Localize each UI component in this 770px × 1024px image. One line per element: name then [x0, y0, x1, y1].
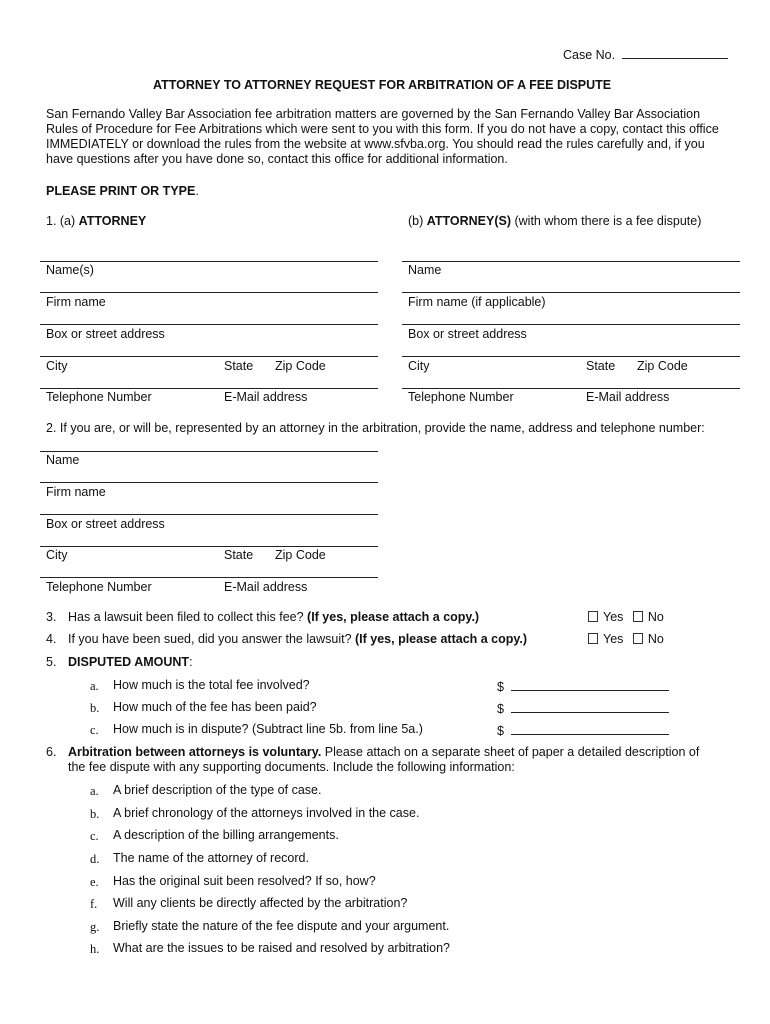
section-1a-heading [46, 214, 146, 229]
section-1a-prefix: 1. (a) [46, 214, 79, 228]
q4-no-checkbox[interactable] [633, 633, 643, 644]
q4-yes-checkbox[interactable] [588, 633, 598, 644]
q3-question: Has a lawsuit been filed to collect this fee? [68, 610, 308, 624]
rep-name-line[interactable] [40, 451, 378, 452]
rep-address-label: Box or street address [46, 517, 165, 531]
q3-yes-label: Yes [603, 610, 624, 624]
q5b-amount-line[interactable] [511, 700, 669, 713]
q5c-amount-line[interactable] [511, 722, 669, 735]
q6c-text: A description of the billing arrangements. [113, 828, 339, 842]
print-or-type-label: PLEASE PRINT OR TYPE [46, 184, 196, 198]
q5b-amount-field[interactable] [497, 700, 669, 717]
q6-number: 6. [46, 745, 57, 759]
q6-voluntary-note: Arbitration between attorneys is voluntary. [68, 745, 322, 759]
section-1a-label: ATTORNEY [78, 214, 147, 228]
attorney-names-line[interactable] [40, 261, 378, 262]
rep-address-line[interactable] [40, 514, 378, 515]
q4-options [588, 632, 666, 647]
opposing-name-label: Name [408, 263, 442, 277]
q5-number: 5. [46, 655, 57, 669]
opposing-phone-line[interactable] [402, 388, 740, 389]
print-or-type-period: . [195, 184, 199, 198]
opposing-zip-label: Zip Code [637, 359, 688, 373]
q6a-text: A brief description of the type of case. [113, 783, 322, 797]
opposing-city-line[interactable] [402, 356, 740, 357]
q6g-text: Briefly state the nature of the fee dispute and your argument. [113, 919, 450, 933]
section-1b-label: ATTORNEY(S) [426, 214, 512, 228]
opposing-name-line[interactable] [402, 261, 740, 262]
q4-question: If you have been sued, did you answer the lawsuit? [68, 632, 355, 646]
q6c-letter: c. [90, 829, 99, 843]
rep-zip-label: Zip Code [275, 548, 326, 562]
q3-options [588, 610, 666, 625]
opposing-email-label: E-Mail address [586, 390, 670, 404]
q3-no-label: No [647, 610, 664, 624]
section-1b-heading [408, 214, 701, 229]
q6e-letter: e. [90, 875, 99, 889]
attorney-phone-label: Telephone Number [46, 390, 152, 404]
q3-attach-note: (If yes, please attach a copy.) [307, 610, 480, 624]
attorney-address-line[interactable] [40, 324, 378, 325]
attorney-zip-label: Zip Code [275, 359, 326, 373]
q4-yes-label: Yes [603, 632, 624, 646]
intro-paragraph: San Fernando Valley Bar Association fee arbitration matters are governed by the San Fernando Valley Bar Association Rules of Procedure for Fee Arbitrations which were sent to you with this form. If you do not have a copy, contact this office IMMEDIATELY or download the rules from the website at www.sfvba.org. You should read the rules carefully and, if you have questions after you have done so, contact this office for additional information. [46, 107, 719, 166]
form-title: ATTORNEY TO ATTORNEY REQUEST FOR ARBITRATION OF A FEE DISPUTE [153, 78, 612, 92]
rep-firm-line[interactable] [40, 482, 378, 483]
opposing-address-line[interactable] [402, 324, 740, 325]
section-2-question: 2. If you are, or will be, represented by an attorney in the arbitration, provide the name, address and telephone number: [46, 421, 705, 435]
attorney-city-label: City [46, 359, 68, 373]
q4-yes-option[interactable] [588, 632, 623, 647]
q3-text [68, 610, 479, 625]
q3-number: 3. [46, 610, 57, 624]
attorney-city-line[interactable] [40, 356, 378, 357]
opposing-state-label: State [586, 359, 616, 373]
q4-no-option[interactable] [633, 632, 664, 647]
rep-phone-label: Telephone Number [46, 580, 152, 594]
rep-city-line[interactable] [40, 546, 378, 547]
case-number-line[interactable] [622, 46, 728, 59]
rep-email-label: E-Mail address [224, 580, 308, 594]
attorney-address-label: Box or street address [46, 327, 165, 341]
q6a-letter: a. [90, 784, 99, 798]
q5a-text: How much is the total fee involved? [113, 678, 310, 692]
attorney-state-label: State [224, 359, 254, 373]
q6-instruction-2: the fee dispute with any supporting documents. Include the following information: [68, 760, 515, 774]
q6h-letter: h. [90, 942, 100, 956]
rep-phone-line[interactable] [40, 577, 378, 578]
opposing-phone-label: Telephone Number [408, 390, 514, 404]
rep-city-label: City [46, 548, 68, 562]
q6d-text: The name of the attorney of record. [113, 851, 309, 865]
q4-number: 4. [46, 632, 57, 646]
rep-name-label: Name [46, 453, 80, 467]
q5b-text: How much of the fee has been paid? [113, 700, 317, 714]
q5a-amount-line[interactable] [511, 678, 669, 691]
q5-heading [68, 655, 193, 670]
q5-label: DISPUTED AMOUNT [68, 655, 190, 669]
q4-attach-note: (If yes, please attach a copy.) [355, 632, 528, 646]
q5b-dollar-sign: $ [497, 702, 504, 716]
attorney-firm-label: Firm name [46, 295, 106, 309]
case-number-label: Case No. [563, 48, 616, 62]
rep-state-label: State [224, 548, 254, 562]
q4-no-label: No [647, 632, 664, 646]
opposing-address-label: Box or street address [408, 327, 527, 341]
q5c-letter: c. [90, 723, 99, 737]
q5a-amount-field[interactable] [497, 678, 669, 695]
q6f-text: Will any clients be directly affected by the arbitration? [113, 896, 408, 910]
q6g-letter: g. [90, 920, 100, 934]
q6h-text: What are the issues to be raised and resolved by arbitration? [113, 941, 450, 955]
q5a-letter: a. [90, 679, 99, 693]
opposing-city-label: City [408, 359, 430, 373]
q3-no-option[interactable] [633, 610, 664, 625]
attorney-phone-line[interactable] [40, 388, 378, 389]
q6b-letter: b. [90, 807, 100, 821]
attorney-names-label: Name(s) [46, 263, 94, 277]
q6-text-line1 [68, 745, 699, 760]
rep-firm-label: Firm name [46, 485, 106, 499]
print-or-type-instruction [46, 184, 199, 199]
opposing-firm-line[interactable] [402, 292, 740, 293]
q3-yes-option[interactable] [588, 610, 623, 625]
section-1b-prefix: (b) [408, 214, 427, 228]
q6d-letter: d. [90, 852, 100, 866]
q6-instruction-1: Please attach on a separate sheet of paper a detailed description of [321, 745, 700, 759]
q4-text [68, 632, 527, 647]
q5b-letter: b. [90, 701, 100, 715]
q5c-dollar-sign: $ [497, 724, 504, 738]
opposing-firm-label: Firm name (if applicable) [408, 295, 546, 309]
q5c-amount-field[interactable] [497, 722, 669, 739]
q3-no-checkbox[interactable] [633, 611, 643, 622]
section-1b-suffix: (with whom there is a fee dispute) [511, 214, 702, 228]
q5a-dollar-sign: $ [497, 680, 504, 694]
attorney-email-label: E-Mail address [224, 390, 308, 404]
q6e-text: Has the original suit been resolved? If so, how? [113, 874, 376, 888]
case-number-field[interactable] [563, 46, 728, 63]
attorney-firm-line[interactable] [40, 292, 378, 293]
q5c-text: How much is in dispute? (Subtract line 5b. from line 5a.) [113, 722, 423, 736]
q5-colon: : [189, 655, 193, 669]
q6b-text: A brief chronology of the attorneys involved in the case. [113, 806, 420, 820]
q3-yes-checkbox[interactable] [588, 611, 598, 622]
q6f-letter: f. [90, 897, 98, 911]
